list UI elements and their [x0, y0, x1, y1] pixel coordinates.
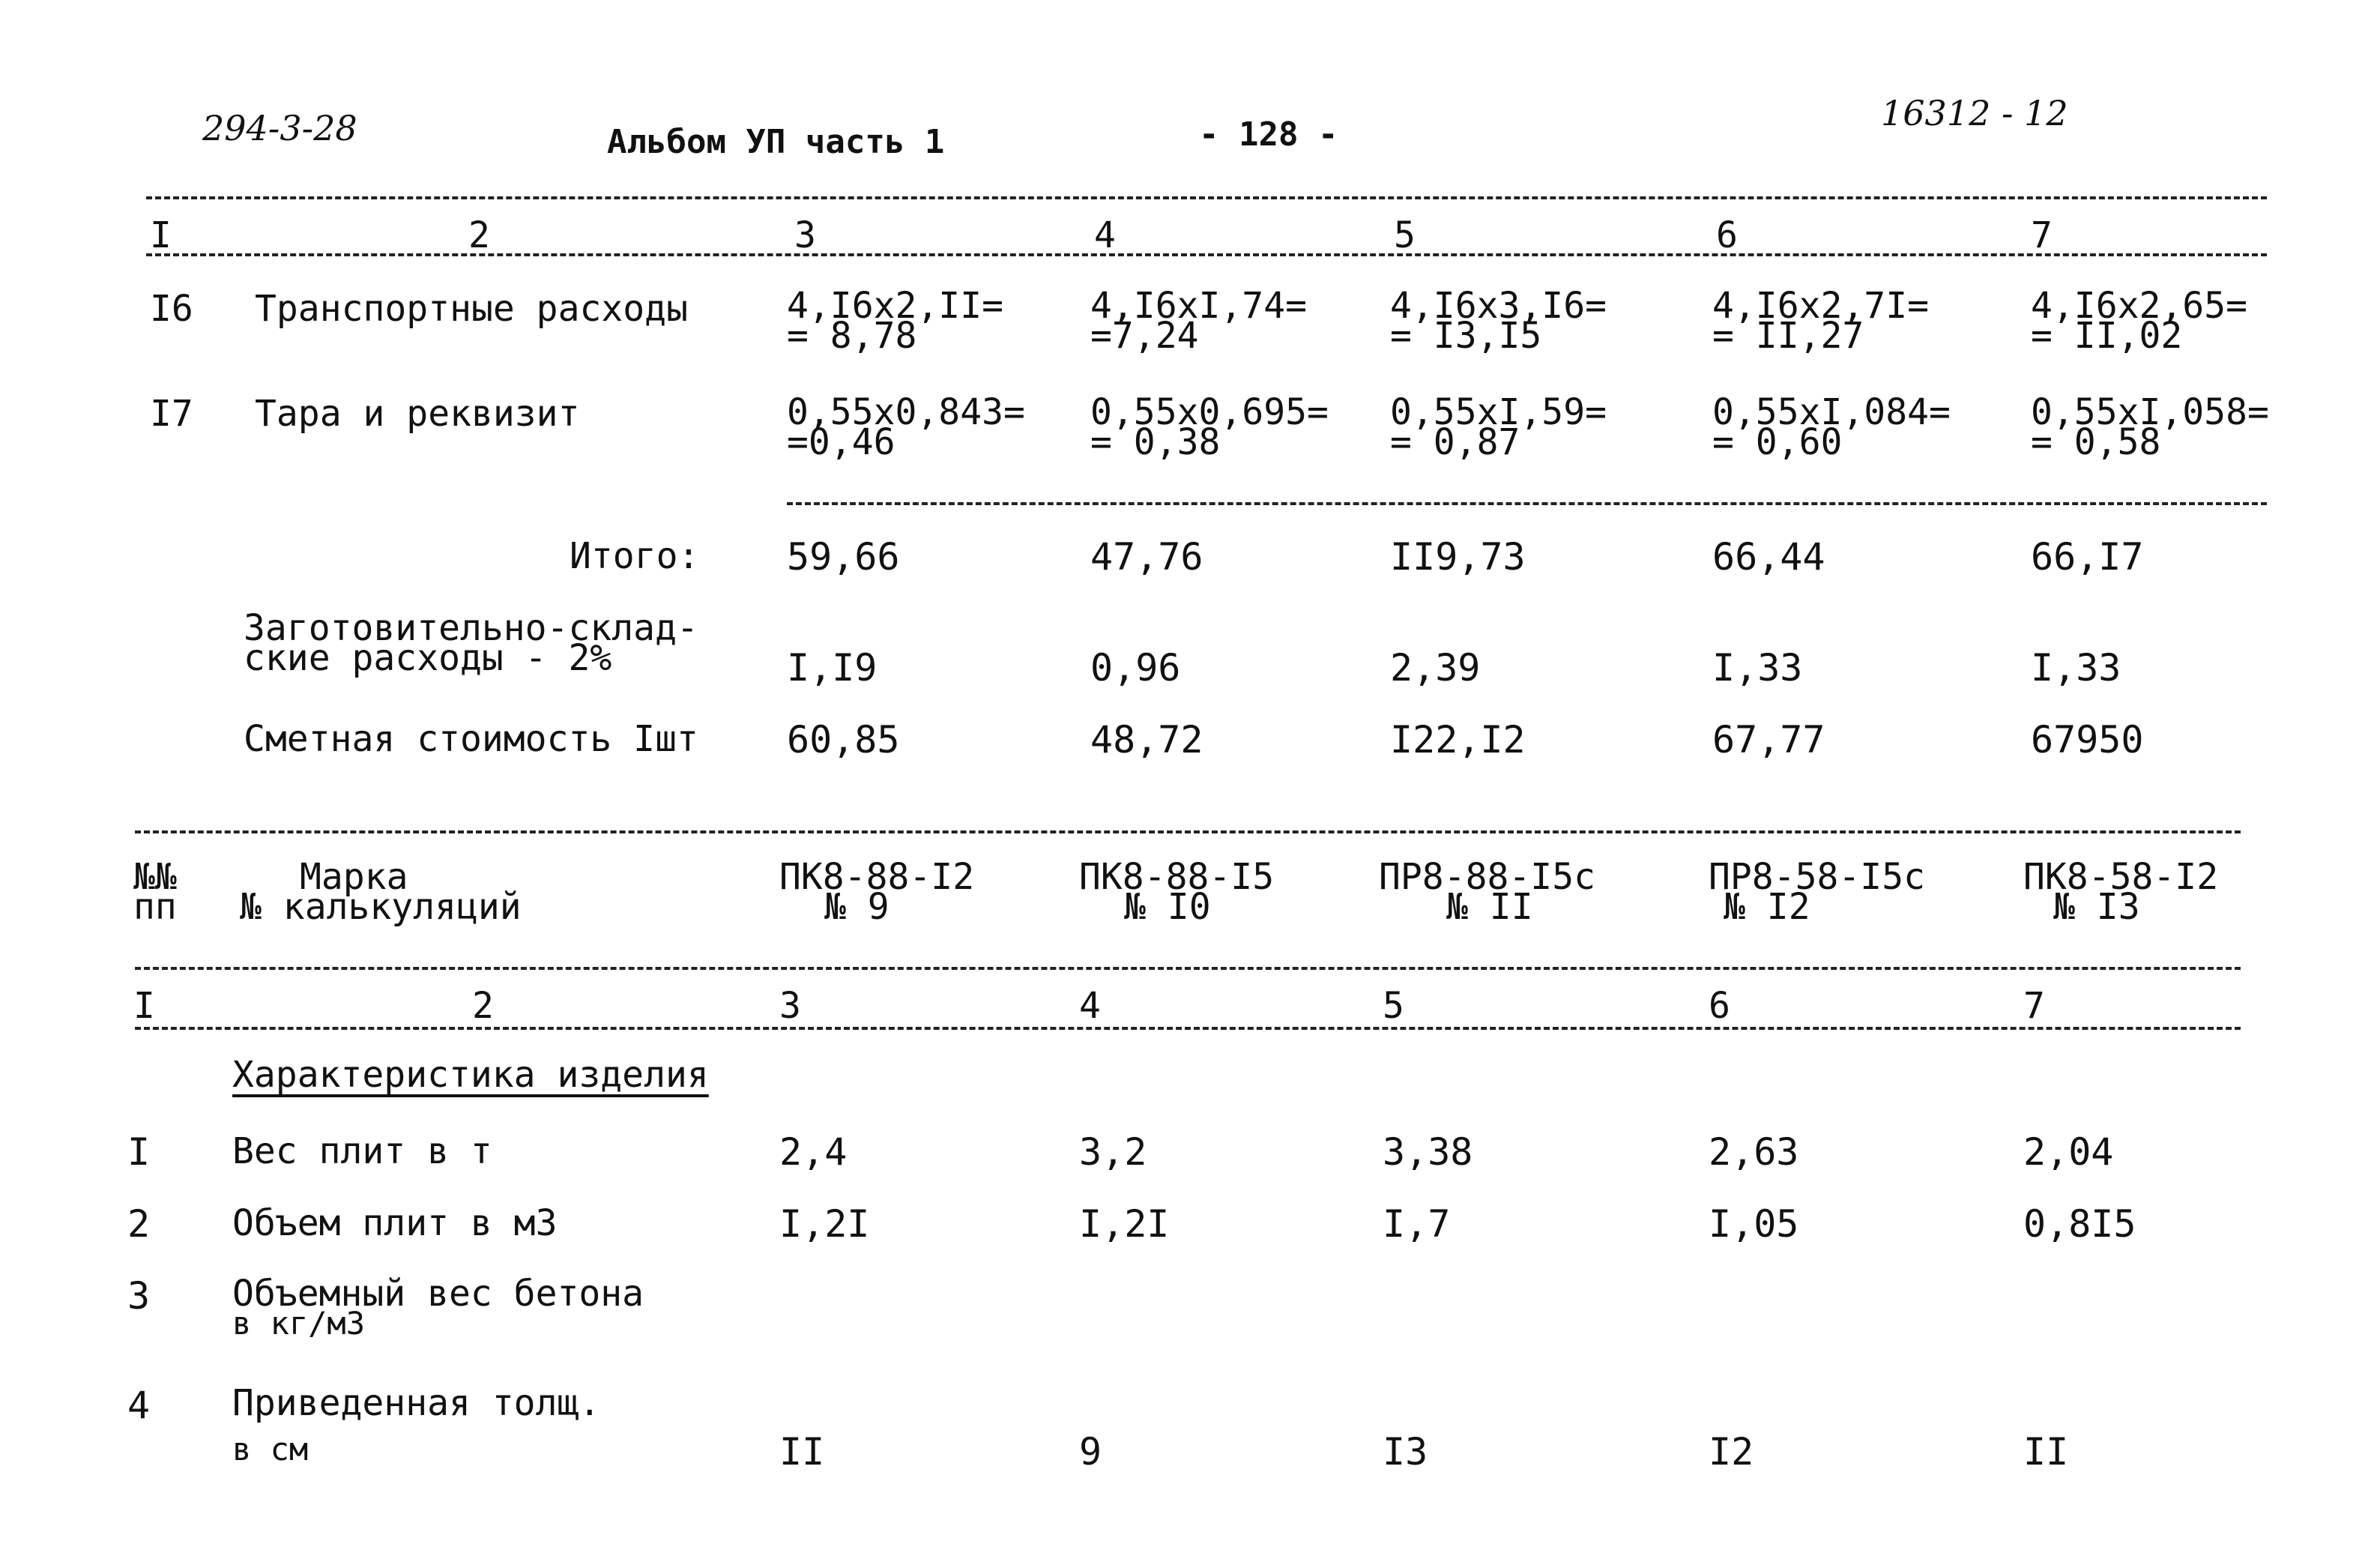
storage-value: I,33	[2031, 646, 2121, 690]
page-number: - 128 -	[1199, 115, 1338, 154]
mark-cell	[1379, 856, 1595, 928]
row-name: Транспортные расходы	[255, 288, 688, 330]
value-cell	[1390, 285, 1607, 357]
name-line: Приведенная толщ.	[232, 1382, 601, 1424]
header-line: №№	[133, 856, 177, 898]
row-name: Тара и реквизит	[255, 393, 580, 435]
mark-cell	[1079, 856, 1275, 928]
calc-number: № I2	[1724, 886, 1810, 928]
calc-number: № I3	[2053, 886, 2140, 928]
calc-number: № I0	[1124, 886, 1211, 928]
total-label: Итого:	[570, 535, 700, 577]
row-number: I7	[150, 393, 193, 435]
colnum: 5	[1383, 985, 1404, 1027]
colnum: 6	[1709, 985, 1730, 1027]
result: = 8,78	[787, 315, 917, 357]
formula: 0,55xI,084=	[1712, 391, 1951, 433]
result: =7,24	[1090, 315, 1199, 357]
row-number: I	[127, 1130, 151, 1174]
table2-colnum-rule	[135, 1027, 2241, 1030]
row-value: I2	[1709, 1430, 1754, 1474]
album-title: Альбом УП часть 1	[607, 123, 945, 161]
row-name	[232, 1382, 601, 1468]
total-value: 59,66	[787, 535, 900, 579]
row-name	[232, 1273, 644, 1342]
calc-number: № II	[1446, 886, 1533, 928]
estimate-value: 60,85	[787, 718, 900, 762]
colnum: 3	[779, 985, 801, 1027]
table1-top-rule	[146, 196, 2267, 199]
row-value: II	[779, 1430, 825, 1474]
calc-number: № 9	[824, 886, 890, 928]
colnum: I	[150, 214, 172, 256]
mark-cell	[1709, 856, 1925, 928]
value-cell	[1390, 391, 1607, 463]
row-value: I3	[1383, 1430, 1428, 1474]
row-value: I,2I	[779, 1202, 870, 1246]
formula: 0,55xI,058=	[2031, 391, 2269, 433]
row-number: I6	[150, 288, 193, 330]
name-line: в кг/м3	[232, 1305, 366, 1342]
label-line: ские расходы - 2%	[244, 637, 612, 679]
handwritten-code-right: 16312 - 12	[1881, 93, 2068, 133]
value-cell	[787, 391, 1025, 463]
mark-cell	[779, 856, 975, 928]
result: = 0,60	[1712, 421, 1843, 463]
row-number: 3	[127, 1274, 151, 1318]
row-value: II	[2023, 1430, 2069, 1474]
colnum: 5	[1394, 214, 1416, 256]
result: = 0,38	[1090, 421, 1221, 463]
row-value: I,05	[1709, 1202, 1799, 1246]
estimate-value: 67950	[2031, 718, 2144, 762]
colnum: 4	[1079, 985, 1101, 1027]
mark: ПР8-88-I5с	[1379, 856, 1595, 898]
value-cell	[1712, 391, 1951, 463]
storage-value: 2,39	[1390, 646, 1481, 690]
formula: 4,I6x2,7I=	[1712, 285, 1929, 327]
result: = 0,58	[2031, 421, 2161, 463]
formula: 4,I6xI,74=	[1090, 285, 1307, 327]
estimate-value: 67,77	[1712, 718, 1825, 762]
name-line: Объемный вес бетона	[232, 1273, 644, 1315]
colnum: 6	[1716, 214, 1738, 256]
value-cell	[787, 285, 1003, 357]
colnum: 2	[472, 985, 494, 1027]
row-value: 2,4	[779, 1130, 848, 1174]
value-cell	[1090, 285, 1307, 357]
total-value: II9,73	[1390, 535, 1526, 579]
row-value: I,2I	[1079, 1202, 1170, 1246]
result: = I3,I5	[1390, 315, 1542, 357]
storage-value: I,I9	[787, 646, 878, 690]
row-value: I,7	[1383, 1202, 1451, 1246]
row-value: 3,38	[1383, 1130, 1473, 1174]
header-line: Марка	[300, 856, 408, 898]
table2-header-rule	[135, 967, 2241, 970]
mark: ПК8-58-I2	[2023, 856, 2219, 898]
colnum: 2	[468, 214, 490, 256]
formula: 0,55x0,695=	[1090, 391, 1329, 433]
row-value: 0,8I5	[2023, 1202, 2136, 1246]
column-header-number	[133, 856, 177, 928]
storage-value: I,33	[1712, 646, 1803, 690]
row-value: 9	[1079, 1430, 1102, 1474]
total-value: 47,76	[1090, 535, 1203, 579]
value-cell	[1090, 391, 1329, 463]
estimate-value: 48,72	[1090, 718, 1203, 762]
result: = II,27	[1712, 315, 1864, 357]
formula: 4,I6x2,65=	[2031, 285, 2247, 327]
mark-cell	[2023, 856, 2219, 928]
row-number: 2	[127, 1202, 151, 1246]
row-number: 4	[127, 1384, 151, 1427]
total-value: 66,44	[1712, 535, 1825, 579]
formula: 0,55xI,59=	[1390, 391, 1607, 433]
row-value: 2,04	[2023, 1130, 2114, 1174]
value-cell	[2031, 285, 2247, 357]
table2-top-rule	[135, 830, 2241, 833]
header-line: пп	[133, 886, 177, 928]
row-name: Объем плит в м3	[232, 1202, 558, 1244]
value-cell	[2031, 391, 2269, 463]
estimate-value: I22,I2	[1390, 718, 1526, 762]
table1-colnum-rule	[146, 253, 2267, 256]
result: = 0,87	[1390, 421, 1520, 463]
formula: 0,55x0,843=	[787, 391, 1025, 433]
column-header-mark	[240, 856, 522, 928]
storage-value: 0,96	[1090, 646, 1181, 690]
mark: ПР8-58-I5с	[1709, 856, 1925, 898]
mark: ПК8-88-I5	[1079, 856, 1275, 898]
header-line: № калькуляций	[240, 886, 522, 928]
colnum: 7	[2031, 214, 2053, 256]
colnum: I	[133, 985, 155, 1027]
row-value: 3,2	[1079, 1130, 1147, 1174]
handwritten-code-left: 294-3-28	[202, 108, 357, 148]
formula: 4,I6x2,II=	[787, 285, 1003, 327]
colnum: 4	[1094, 214, 1116, 256]
estimate-label: Сметная стоимость Iшт	[244, 718, 698, 760]
storage-label	[244, 607, 698, 679]
row-name: Вес плит в т	[232, 1130, 492, 1172]
subtotal-rule	[787, 502, 2267, 505]
mark: ПК8-88-I2	[779, 856, 975, 898]
value-cell	[1712, 285, 1929, 357]
row-value: 2,63	[1709, 1130, 1799, 1174]
section-title: Характеристика изделия	[232, 1054, 709, 1096]
total-value: 66,I7	[2031, 535, 2144, 579]
result: = II,02	[2031, 315, 2183, 357]
colnum: 3	[794, 214, 816, 256]
name-line: в см	[232, 1431, 309, 1468]
colnum: 7	[2023, 985, 2045, 1027]
formula: 4,I6x3,I6=	[1390, 285, 1607, 327]
label-line: Заготовительно-склад-	[244, 607, 698, 649]
result: =0,46	[787, 421, 895, 463]
